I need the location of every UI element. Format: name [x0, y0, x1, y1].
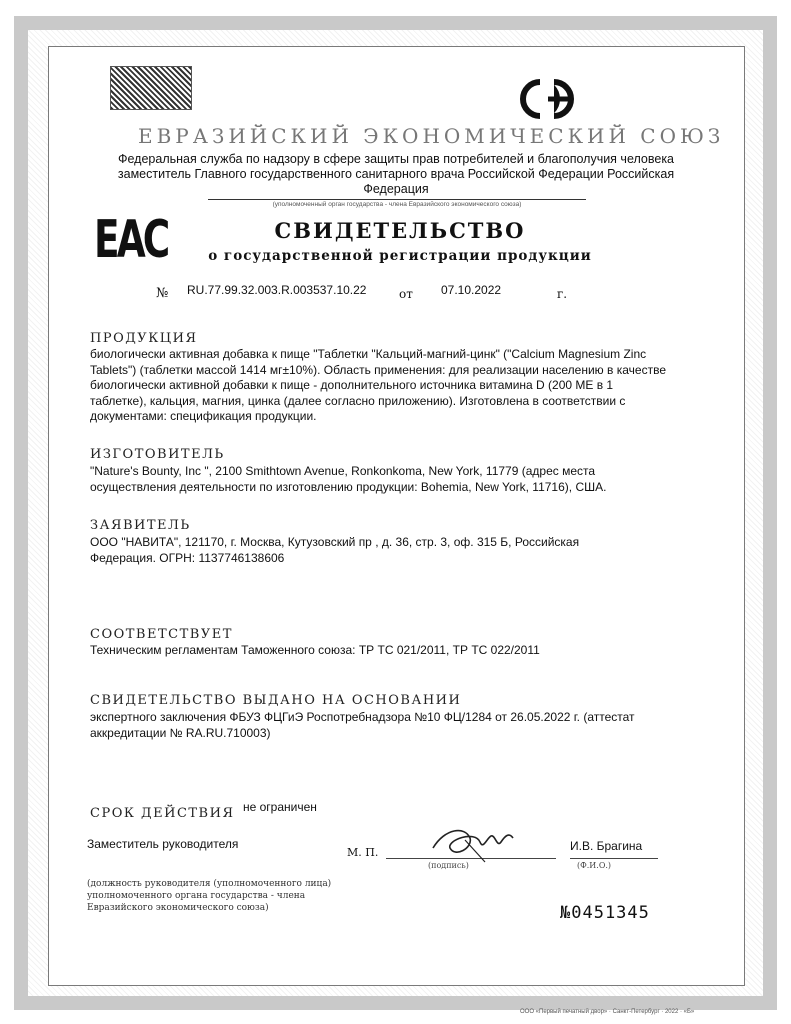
basis-heading: СВИДЕТЕЛЬСТВО ВЫДАНО НА ОСНОВАНИИ [90, 693, 462, 708]
agency-name: Федеральная служба по надзору в сфере защиты прав потребителей и благополучия человека заместитель Главного государственного санитарного врача Российской Федерации Российская Федерация [117, 152, 675, 196]
printer-footer: ООО «Первый печатный двор» · Санкт-Петербург · 2022 · «Б» [520, 1009, 695, 1015]
product-text: биологически активная добавка к пище "Таблетки "Кальций-магний-цинк" ("Calcium Magnesium Zinc Tablets") (таблетки массой 1414 мг±10%). Область применения: для реализации населению в качестве биологически активной добавки к пище - дополнительного источника витамина D (200 МЕ в 1 таблетке), кальция, магния, цинка (далее согласно приложению). Изготовлена в соответствии с документами: спецификация продукции. [90, 347, 666, 423]
agency-undercaption: (уполномоченный орган государства - члена Евразийского экономического союза) [272, 201, 522, 208]
product-heading: ПРОДУКЦИЯ [90, 331, 198, 346]
agency-rule [208, 199, 586, 200]
certificate-date: 07.10.2022 [441, 283, 502, 297]
signatory-position: Заместитель руководителя [87, 837, 239, 851]
applicant-heading: ЗАЯВИТЕЛЬ [90, 518, 191, 533]
serial-number: №0451345 [560, 903, 650, 923]
signature-caption: (подпись) [428, 861, 469, 870]
seal-place-label: М. П. [347, 846, 379, 859]
conforms-text: Техническим регламентам Таможенного союза: ТР ТС 021/2011, ТР ТС 022/2011 [90, 643, 540, 657]
name-caption: (Ф.И.О.) [577, 861, 612, 870]
signatory-name: И.В. Брагина [570, 839, 643, 853]
date-from-label: от [399, 287, 413, 301]
certificate-title: СВИДЕТЕЛЬСТВО [274, 218, 526, 243]
year-label: г. [557, 287, 568, 301]
certificate-subtitle: о государственной регистрации продукции [208, 248, 592, 264]
number-label: № [156, 286, 169, 301]
eac-mark-logo: EAC [94, 210, 168, 270]
signatory-caption: (должность руководителя (уполномоченного лица) уполномоченного органа государства - члена Евразийского экономического союза) [87, 879, 332, 913]
basis-text: экспертного заключения ФБУЗ ФЦГиЭ Роспотребнадзора №10 ФЦ/1284 от 26.05.2022 г. (аттестат аккредитации № RA.RU.710003) [90, 710, 635, 740]
se-mark-logo [520, 72, 590, 126]
applicant-text: ООО "НАВИТА", 121170, г. Москва, Кутузовский пр , д. 36, стр. 3, оф. 315 Б, Российская Федерация. ОГРН: 1137746138606 [90, 535, 580, 565]
se-mark-text: СЭ [520, 72, 522, 73]
handwritten-signature [425, 818, 525, 866]
validity-heading: СРОК ДЕЙСТВИЯ [90, 806, 235, 821]
certificate-number: RU.77.99.32.003.R.003537.10.22 [187, 283, 367, 297]
union-title: ЕВРАЗИЙСКИЙ ЭКОНОМИЧЕСКИЙ СОЮЗ [138, 124, 725, 148]
manufacturer-heading: ИЗГОТОВИТЕЛЬ [90, 447, 225, 462]
manufacturer-text: "Nature's Bounty, Inc ", 2100 Smithtown Avenue, Ronkonkoma, New York, 11779 (адрес места осуществления деятельности по изготовлению продукции: Bohemia, New York, 11716), США. [90, 464, 607, 494]
validity-value: не ограничен [243, 800, 317, 814]
security-hatch-block [110, 66, 192, 110]
name-line [570, 858, 658, 859]
conforms-heading: СООТВЕТСТВУЕТ [90, 627, 233, 642]
